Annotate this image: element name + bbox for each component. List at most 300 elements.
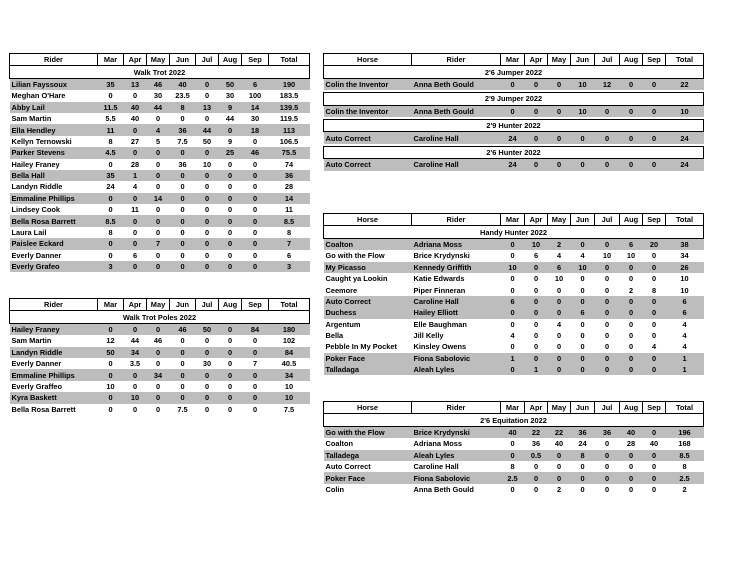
value-cell: 0 bbox=[108, 359, 113, 369]
value-cell: 0 bbox=[242, 392, 269, 403]
value-cell: 0 bbox=[510, 285, 515, 295]
value-cell: 0 bbox=[501, 450, 525, 461]
value-cell: 2.5 bbox=[666, 472, 704, 483]
table-body bbox=[324, 117, 704, 144]
value-cell: 0 bbox=[620, 296, 643, 307]
value-cell: 7 bbox=[252, 359, 258, 369]
table-row bbox=[10, 392, 310, 403]
value-cell: 0 bbox=[620, 472, 643, 483]
value-cell: 0 bbox=[196, 238, 219, 249]
table-row bbox=[10, 124, 310, 135]
name-cell: Katie Edwards bbox=[413, 274, 465, 284]
value-cell: 0 bbox=[170, 193, 196, 204]
value-cell: 0 bbox=[533, 331, 539, 341]
name-cell: Caroline Hall bbox=[412, 296, 501, 307]
value-cell: 0 bbox=[580, 285, 585, 295]
col-header: May bbox=[548, 214, 571, 226]
table-row bbox=[10, 250, 310, 261]
table-row bbox=[10, 113, 310, 124]
value-cell: 0 bbox=[595, 353, 620, 364]
col-header: Mar bbox=[501, 402, 525, 414]
col-header: Rider bbox=[412, 54, 501, 66]
value-cell: 0 bbox=[604, 484, 610, 494]
value-cell: 0 bbox=[242, 369, 269, 380]
value-cell: 0 bbox=[204, 381, 210, 391]
value-cell: 2 bbox=[682, 484, 687, 494]
value-cell: 0 bbox=[196, 392, 219, 403]
col-header: Jul bbox=[196, 54, 219, 66]
jumper-hunter-table bbox=[323, 53, 704, 171]
name-cell: Everly Danner bbox=[11, 250, 62, 260]
value-cell: 0 bbox=[525, 105, 548, 117]
value-cell: 40 bbox=[170, 78, 196, 90]
value-cell: 40 bbox=[501, 426, 525, 438]
value-cell: 0 bbox=[124, 193, 147, 204]
name-cell: Parker Stevens bbox=[10, 147, 98, 158]
value-cell: 0 bbox=[525, 78, 548, 90]
name-cell: Caroline Hall bbox=[412, 159, 501, 171]
col-header: Total bbox=[269, 299, 310, 311]
value-cell: 0 bbox=[651, 462, 657, 472]
name-cell: Landyn Riddle bbox=[11, 182, 63, 192]
value-cell: 0 bbox=[219, 238, 242, 249]
value-cell: 0 bbox=[147, 392, 170, 403]
value-cell: 0 bbox=[604, 439, 610, 449]
value-cell: 0 bbox=[595, 296, 620, 307]
table-header-row bbox=[324, 402, 704, 414]
value-cell: 7.5 bbox=[177, 136, 188, 146]
value-cell: 0 bbox=[501, 105, 525, 117]
value-cell: 10 bbox=[571, 105, 595, 117]
value-cell: 1 bbox=[666, 353, 704, 364]
section-title: 2'9 Hunter 2022 bbox=[324, 119, 704, 131]
value-cell: 0 bbox=[571, 296, 595, 307]
value-cell: 0 bbox=[132, 91, 138, 101]
value-cell: 0 bbox=[242, 261, 269, 272]
value-cell: 0 bbox=[643, 132, 666, 144]
value-cell: 0 bbox=[604, 319, 610, 329]
col-header: Jun bbox=[170, 299, 196, 311]
value-cell: 0 bbox=[604, 274, 610, 284]
value-cell: 6 bbox=[132, 250, 138, 260]
value-cell: 0 bbox=[620, 450, 643, 461]
value-cell: 0 bbox=[242, 347, 269, 358]
value-cell: 0 bbox=[525, 296, 548, 307]
value-cell: 0 bbox=[628, 462, 634, 472]
table-row bbox=[10, 238, 310, 249]
value-cell: 50 bbox=[98, 347, 124, 358]
table-header-row bbox=[324, 54, 704, 66]
value-cell: 7 bbox=[269, 238, 310, 249]
value-cell: 0 bbox=[98, 392, 124, 403]
name-cell: Aleah Lyles bbox=[412, 364, 501, 375]
value-cell: 22 bbox=[666, 78, 704, 90]
value-cell: 46 bbox=[153, 336, 163, 346]
name-cell: Meghan O'Hare bbox=[11, 91, 66, 101]
equitation-table bbox=[323, 401, 704, 495]
value-cell: 0 bbox=[548, 105, 571, 117]
value-cell: 30 bbox=[153, 91, 163, 101]
value-cell: 0 bbox=[242, 238, 269, 249]
name-cell: Auto Correct bbox=[324, 132, 412, 144]
table-row bbox=[324, 273, 704, 284]
value-cell: 40.5 bbox=[281, 359, 297, 369]
value-cell: 10 bbox=[554, 274, 564, 284]
value-cell: 38 bbox=[666, 238, 704, 250]
table-row bbox=[10, 90, 310, 101]
value-cell: 40 bbox=[124, 102, 147, 113]
value-cell: 180 bbox=[269, 323, 310, 335]
value-cell: 13 bbox=[124, 78, 147, 90]
table-row bbox=[10, 78, 310, 90]
name-cell: Fiona Sabolovic bbox=[412, 353, 501, 364]
value-cell: 4 bbox=[580, 251, 585, 261]
value-cell: 0 bbox=[252, 205, 258, 215]
value-cell: 0 bbox=[132, 381, 138, 391]
value-cell: 10 bbox=[501, 262, 525, 273]
value-cell: 84 bbox=[242, 323, 269, 335]
value-cell: 0 bbox=[510, 319, 515, 329]
name-cell: Hailey Elliott bbox=[412, 307, 501, 318]
name-cell: Kinsley Owens bbox=[413, 342, 467, 352]
table-row bbox=[324, 450, 704, 461]
col-header: Rider bbox=[10, 299, 98, 311]
section-title-row bbox=[324, 414, 704, 426]
table-row bbox=[324, 484, 704, 495]
col-header: Total bbox=[666, 54, 704, 66]
value-cell: 0 bbox=[155, 250, 161, 260]
value-cell: 0 bbox=[604, 462, 610, 472]
value-cell: 24 bbox=[501, 132, 525, 144]
table-row bbox=[324, 262, 704, 273]
value-cell: 196 bbox=[666, 426, 704, 438]
value-cell: 0 bbox=[196, 215, 219, 226]
value-cell: 100 bbox=[248, 91, 262, 101]
value-cell: 0 bbox=[124, 147, 147, 158]
value-cell: 12 bbox=[106, 336, 115, 346]
col-header: Rider bbox=[412, 214, 501, 226]
value-cell: 0 bbox=[571, 472, 595, 483]
name-cell: Everly Grafeo bbox=[10, 261, 98, 272]
name-cell: Ceemore bbox=[325, 285, 358, 295]
value-cell: 0 bbox=[525, 307, 548, 318]
value-cell: 36 bbox=[178, 159, 187, 169]
value-cell: 27 bbox=[130, 136, 140, 146]
value-cell: 1 bbox=[525, 364, 548, 375]
value-cell: 4 bbox=[651, 342, 657, 352]
value-cell: 0 bbox=[180, 250, 185, 260]
value-cell: 10 bbox=[124, 392, 147, 403]
value-cell: 14 bbox=[242, 102, 269, 113]
value-cell: 36 bbox=[571, 426, 595, 438]
value-cell: 0 bbox=[595, 132, 620, 144]
value-cell: 22 bbox=[525, 426, 548, 438]
col-header: Jul bbox=[196, 299, 219, 311]
name-cell: Caroline Hall bbox=[412, 132, 501, 144]
section-title-row bbox=[10, 66, 310, 78]
value-cell: 7 bbox=[147, 238, 170, 249]
name-cell: Emmaline Phillips bbox=[10, 193, 98, 204]
value-cell: 0 bbox=[510, 274, 515, 284]
value-cell: 0 bbox=[219, 170, 242, 181]
value-cell: 0 bbox=[595, 450, 620, 461]
value-cell: 0 bbox=[108, 159, 113, 169]
value-cell: 6 bbox=[666, 307, 704, 318]
col-header: Jun bbox=[571, 54, 595, 66]
table-row bbox=[324, 341, 704, 352]
name-cell: Go with the Flow bbox=[325, 251, 385, 261]
section-title: Walk Trot Poles 2022 bbox=[10, 311, 310, 323]
value-cell: 40 bbox=[130, 114, 140, 124]
value-cell: 44 bbox=[225, 114, 235, 124]
name-cell: Duchess bbox=[324, 307, 412, 318]
table-body bbox=[10, 66, 310, 273]
value-cell: 3 bbox=[98, 261, 124, 272]
section-title: 2'6 Jumper 2022 bbox=[324, 66, 704, 78]
value-cell: 10 bbox=[666, 105, 704, 117]
value-cell: 75.5 bbox=[269, 147, 310, 158]
table-row bbox=[324, 238, 704, 250]
value-cell: 0 bbox=[525, 159, 548, 171]
table-row bbox=[10, 261, 310, 272]
value-cell: 36 bbox=[595, 426, 620, 438]
name-cell: Anna Beth Gould bbox=[412, 78, 501, 90]
value-cell: 1 bbox=[501, 353, 525, 364]
value-cell: 4 bbox=[510, 331, 515, 341]
value-cell: 0 bbox=[501, 238, 525, 250]
value-cell: 0 bbox=[204, 228, 210, 238]
value-cell: 0 bbox=[628, 274, 634, 284]
value-cell: 0 bbox=[170, 347, 196, 358]
table-body bbox=[324, 144, 704, 171]
col-header: May bbox=[147, 299, 170, 311]
col-header: Jul bbox=[595, 54, 620, 66]
value-cell: 6 bbox=[242, 78, 269, 90]
value-cell: 0 bbox=[147, 147, 170, 158]
value-cell: 5.5 bbox=[105, 114, 116, 124]
col-header: Jun bbox=[170, 54, 196, 66]
value-cell: 0 bbox=[651, 251, 657, 261]
value-cell: 8 bbox=[108, 228, 113, 238]
value-cell: 0 bbox=[219, 369, 242, 380]
value-cell: 10 bbox=[106, 381, 115, 391]
name-cell: Paislee Eckard bbox=[10, 238, 98, 249]
col-header: Mar bbox=[501, 54, 525, 66]
value-cell: 0 bbox=[227, 336, 233, 346]
value-cell: 0 bbox=[620, 78, 643, 90]
section-title: Walk Trot 2022 bbox=[10, 66, 310, 78]
value-cell: 0 bbox=[580, 342, 585, 352]
value-cell: 0 bbox=[595, 307, 620, 318]
value-cell: 0 bbox=[124, 323, 147, 335]
name-cell: Hailey Franey bbox=[11, 159, 60, 169]
value-cell: 11.5 bbox=[98, 102, 124, 113]
value-cell: 0 bbox=[548, 353, 571, 364]
value-cell: 0 bbox=[124, 124, 147, 135]
table-row bbox=[10, 404, 310, 415]
value-cell: 0 bbox=[180, 336, 185, 346]
value-cell: 0 bbox=[155, 404, 161, 414]
value-cell: 4 bbox=[682, 331, 687, 341]
name-cell: Auto Correct bbox=[325, 462, 371, 472]
value-cell: 10 bbox=[202, 159, 212, 169]
table-row bbox=[324, 319, 704, 330]
value-cell: 10 bbox=[626, 251, 636, 261]
value-cell: 0 bbox=[227, 205, 233, 215]
value-cell: 24 bbox=[666, 159, 704, 171]
value-cell: 50 bbox=[219, 78, 242, 90]
table-row bbox=[10, 215, 310, 226]
table-row bbox=[324, 250, 704, 261]
value-cell: 0 bbox=[219, 323, 242, 335]
value-cell: 0 bbox=[242, 170, 269, 181]
table-row bbox=[10, 347, 310, 358]
value-cell: 4 bbox=[682, 319, 687, 329]
value-cell: 0 bbox=[643, 78, 666, 90]
value-cell: 40 bbox=[554, 439, 564, 449]
value-cell: 0 bbox=[252, 381, 258, 391]
value-cell: 40 bbox=[649, 439, 659, 449]
name-cell: Pebble In My Pocket bbox=[325, 342, 397, 352]
col-header: Apr bbox=[124, 299, 147, 311]
value-cell: 0 bbox=[620, 353, 643, 364]
col-header: Mar bbox=[98, 299, 124, 311]
value-cell: 0 bbox=[525, 472, 548, 483]
value-cell: 0 bbox=[252, 250, 258, 260]
table-row bbox=[324, 426, 704, 438]
table-row bbox=[324, 132, 704, 144]
value-cell: 0 bbox=[252, 159, 258, 169]
table-header-row bbox=[324, 214, 704, 226]
table-row bbox=[324, 438, 704, 449]
section-title-row bbox=[324, 66, 704, 78]
value-cell: 0 bbox=[510, 251, 515, 261]
value-cell: 0 bbox=[620, 105, 643, 117]
table-row bbox=[10, 147, 310, 158]
value-cell: 30 bbox=[250, 114, 260, 124]
value-cell: 8 bbox=[286, 228, 292, 238]
value-cell: 10 bbox=[571, 78, 595, 90]
value-cell: 0 bbox=[548, 78, 571, 90]
value-cell: 0 bbox=[227, 182, 233, 192]
value-cell: 0 bbox=[501, 364, 525, 375]
value-cell: 0 bbox=[643, 364, 666, 375]
value-cell: 0 bbox=[510, 439, 515, 449]
value-cell: 0 bbox=[204, 336, 210, 346]
name-cell: Abby Lail bbox=[10, 102, 98, 113]
value-cell: 20 bbox=[643, 238, 666, 250]
value-cell: 0 bbox=[595, 262, 620, 273]
col-header: Jul bbox=[595, 214, 620, 226]
value-cell: 0 bbox=[604, 331, 610, 341]
value-cell: 14 bbox=[269, 193, 310, 204]
value-cell: 0 bbox=[556, 342, 562, 352]
name-cell: Colin bbox=[325, 484, 344, 494]
value-cell: 5 bbox=[155, 136, 161, 146]
value-cell: 6 bbox=[620, 238, 643, 250]
col-header: Sep bbox=[643, 214, 666, 226]
value-cell: 0 bbox=[571, 364, 595, 375]
col-header: Rider bbox=[10, 54, 98, 66]
value-cell: 0 bbox=[196, 347, 219, 358]
value-cell: 119.5 bbox=[279, 114, 299, 124]
value-cell: 0 bbox=[124, 261, 147, 272]
value-cell: 0 bbox=[620, 307, 643, 318]
value-cell: 0 bbox=[155, 182, 161, 192]
value-cell: 0 bbox=[595, 105, 620, 117]
table-body bbox=[324, 66, 704, 90]
value-cell: 0 bbox=[252, 228, 258, 238]
value-cell: 14 bbox=[147, 193, 170, 204]
value-cell: 28 bbox=[284, 182, 294, 192]
value-cell: 183.5 bbox=[279, 91, 299, 101]
value-cell: 0 bbox=[533, 285, 539, 295]
table-row bbox=[324, 159, 704, 171]
name-cell: Brice Krydynski bbox=[412, 426, 501, 438]
value-cell: 50 bbox=[196, 323, 219, 335]
section-title: 2'9 Jumper 2022 bbox=[324, 93, 704, 105]
name-cell: Lindsey Cook bbox=[11, 205, 60, 215]
value-cell: 44 bbox=[130, 336, 140, 346]
value-cell: 35 bbox=[98, 170, 124, 181]
value-cell: 0 bbox=[170, 392, 196, 403]
name-cell: Anna Beth Gould bbox=[412, 105, 501, 117]
value-cell: 0 bbox=[170, 147, 196, 158]
value-cell: 28 bbox=[626, 439, 636, 449]
value-cell: 7.5 bbox=[283, 404, 295, 414]
value-cell: 0 bbox=[227, 381, 233, 391]
value-cell: 0 bbox=[124, 238, 147, 249]
table-row bbox=[324, 284, 704, 295]
name-cell: Go with the Flow bbox=[324, 426, 412, 438]
value-cell: 0 bbox=[242, 215, 269, 226]
value-cell: 8 bbox=[682, 462, 687, 472]
col-header: Sep bbox=[242, 299, 269, 311]
col-header: Apr bbox=[525, 402, 548, 414]
col-header: Apr bbox=[124, 54, 147, 66]
value-cell: 0 bbox=[651, 319, 657, 329]
value-cell: 0 bbox=[204, 182, 210, 192]
name-cell: Poker Face bbox=[324, 472, 412, 483]
value-cell: 11 bbox=[131, 205, 139, 215]
value-cell: 13 bbox=[196, 102, 219, 113]
value-cell: 2 bbox=[628, 285, 634, 295]
value-cell: 4 bbox=[556, 319, 562, 329]
value-cell: 8 bbox=[170, 102, 196, 113]
value-cell: 0 bbox=[548, 364, 571, 375]
name-cell: Caught ya Lookin bbox=[325, 274, 388, 284]
value-cell: 0 bbox=[180, 182, 185, 192]
value-cell: 0 bbox=[132, 404, 138, 414]
value-cell: 10 bbox=[571, 262, 595, 273]
value-cell: 24 bbox=[501, 159, 525, 171]
value-cell: 0 bbox=[580, 274, 585, 284]
value-cell: 0 bbox=[108, 205, 113, 215]
col-header: Aug bbox=[620, 402, 643, 414]
name-cell: Auto Correct bbox=[324, 296, 412, 307]
col-header: Sep bbox=[242, 54, 269, 66]
value-cell: 0 bbox=[147, 323, 170, 335]
value-cell: 0 bbox=[227, 359, 233, 369]
value-cell: 1 bbox=[124, 170, 147, 181]
name-cell: Colin the Inventor bbox=[324, 78, 412, 90]
value-cell: 0 bbox=[170, 170, 196, 181]
value-cell: 0 bbox=[643, 296, 666, 307]
value-cell: 0 bbox=[643, 450, 666, 461]
col-header: Total bbox=[666, 402, 704, 414]
value-cell: 0 bbox=[196, 193, 219, 204]
value-cell: 0 bbox=[643, 159, 666, 171]
